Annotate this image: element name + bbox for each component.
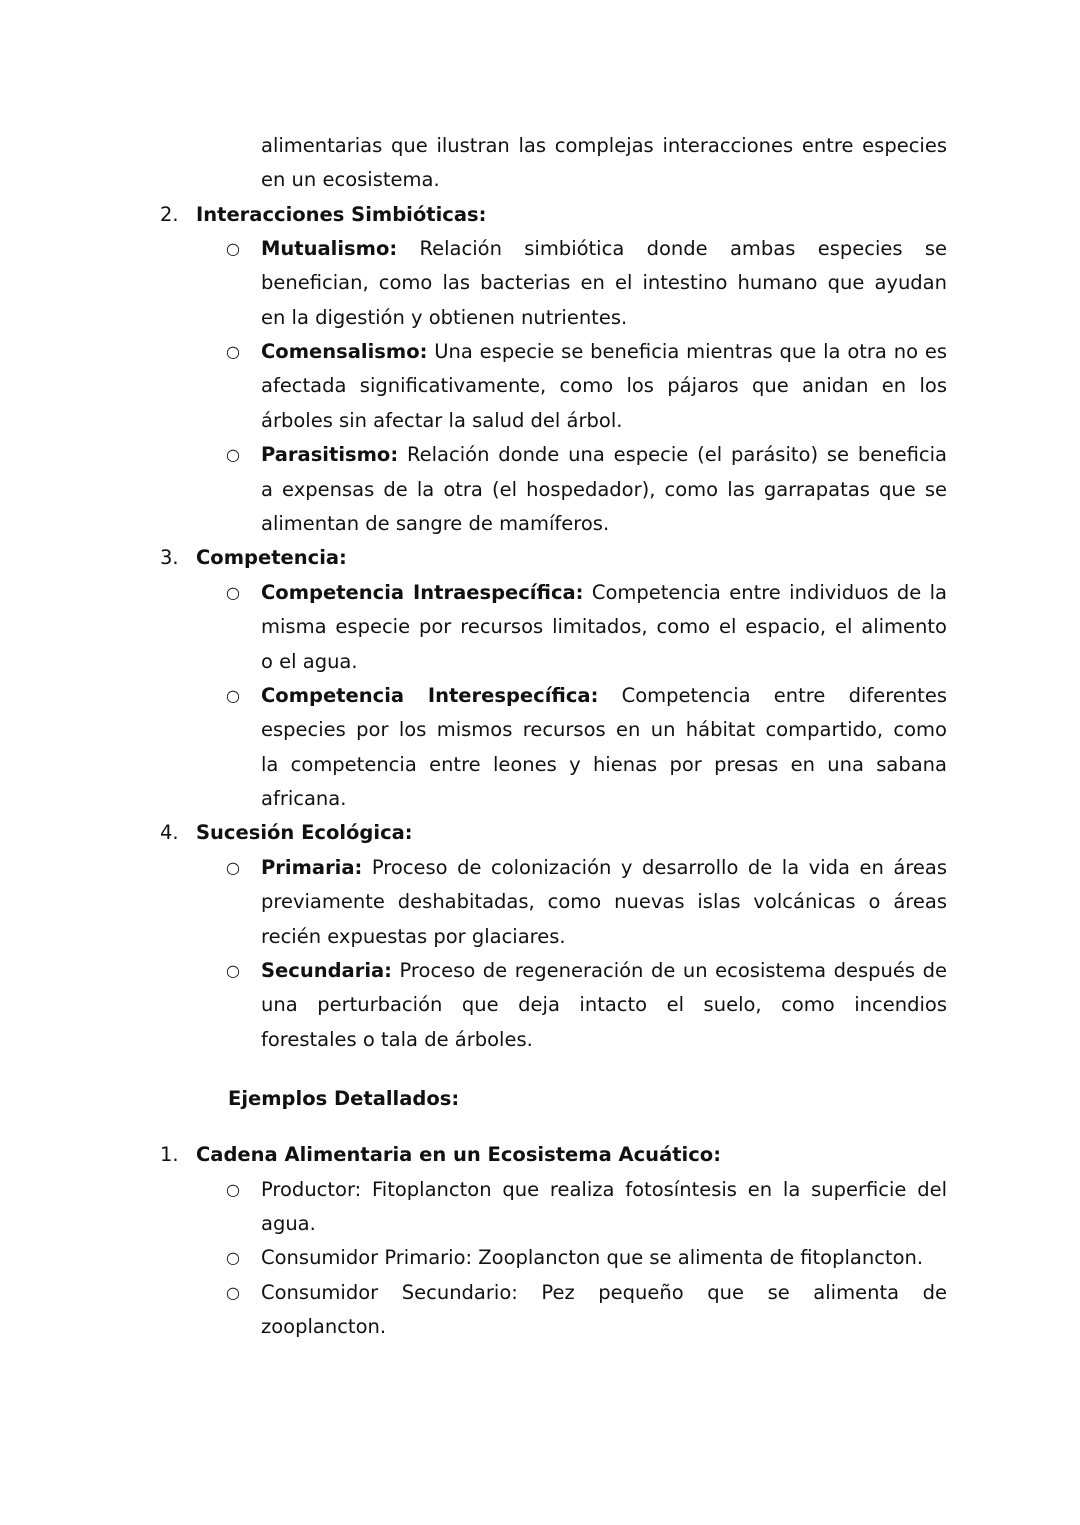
- list-item-line: forestales o tala de árboles.: [261, 1028, 533, 1051]
- section-title: Interacciones Simbióticas:: [196, 203, 487, 226]
- intro-line-2: en un ecosistema.: [261, 168, 440, 191]
- bullet-icon: ○: [226, 342, 240, 361]
- intro-line-1: alimentarias que ilustran las complejas interacciones entre especies: [261, 134, 947, 157]
- bullet-icon: ○: [226, 686, 240, 705]
- section-number: 3.: [160, 546, 179, 569]
- list-item-line: Consumidor Secundario: Pez pequeño que se alimenta de: [261, 1281, 947, 1304]
- list-item-line: Primaria: Proceso de colonización y desarrollo de la vida en áreas: [261, 856, 947, 879]
- bullet-icon: ○: [226, 858, 240, 877]
- list-item-line: Productor: Fitoplancton que realiza fotosíntesis en la superficie del: [261, 1178, 947, 1201]
- list-item-line: una perturbación que deja intacto el suelo, como incendios: [261, 993, 947, 1016]
- item-term: Competencia Interespecífica:: [261, 684, 599, 707]
- list-item-line: Competencia Interespecífica: Competencia entre diferentes: [261, 684, 947, 707]
- item-term: Comensalismo:: [261, 340, 428, 363]
- section-number: 4.: [160, 821, 179, 844]
- list-item-line: zooplancton.: [261, 1315, 387, 1338]
- list-item-line: a expensas de la otra (el hospedador), como las garrapatas que se: [261, 478, 947, 501]
- bullet-icon: ○: [226, 583, 240, 602]
- section-number: 2.: [160, 203, 179, 226]
- list-item-line: Secundaria: Proceso de regeneración de un ecosistema después de: [261, 959, 947, 982]
- bullet-icon: ○: [226, 445, 240, 464]
- bullet-icon: ○: [226, 239, 240, 258]
- list-item-line: Comensalismo: Una especie se beneficia mientras que la otra no es: [261, 340, 947, 363]
- list-item-line: agua.: [261, 1212, 316, 1235]
- item-term: Primaria:: [261, 856, 363, 879]
- section-number: 1.: [160, 1143, 179, 1166]
- list-item-line: Mutualismo: Relación simbiótica donde ambas especies se: [261, 237, 947, 260]
- list-item-line: alimentan de sangre de mamíferos.: [261, 512, 610, 535]
- item-term: Competencia Intraespecífica:: [261, 581, 584, 604]
- list-item-line: afectada significativamente, como los pájaros que anidan en los: [261, 374, 947, 397]
- list-item-line: Parasitismo: Relación donde una especie (el parásito) se beneficia: [261, 443, 947, 466]
- list-item-line: recién expuestas por glaciares.: [261, 925, 566, 948]
- bullet-icon: ○: [226, 1248, 240, 1267]
- section-title: Sucesión Ecológica:: [196, 821, 413, 844]
- section-title: Competencia:: [196, 546, 347, 569]
- item-term: Mutualismo:: [261, 237, 398, 260]
- list-item-line: benefician, como las bacterias en el intestino humano que ayudan: [261, 271, 947, 294]
- list-item-line: árboles sin afectar la salud del árbol.: [261, 409, 623, 432]
- list-item-line: Consumidor Primario: Zooplancton que se alimenta de fitoplancton.: [261, 1246, 924, 1269]
- list-item-line: Competencia Intraespecífica: Competencia entre individuos de la: [261, 581, 947, 604]
- list-item-line: especies por los mismos recursos en un hábitat compartido, como: [261, 718, 947, 741]
- section-title: Cadena Alimentaria en un Ecosistema Acuático:: [196, 1143, 721, 1166]
- list-item-line: africana.: [261, 787, 347, 810]
- list-item-line: o el agua.: [261, 650, 358, 673]
- bullet-icon: ○: [226, 1283, 240, 1302]
- list-item-line: en la digestión y obtienen nutrientes.: [261, 306, 628, 329]
- item-term: Secundaria:: [261, 959, 392, 982]
- list-item-line: previamente deshabitadas, como nuevas islas volcánicas o áreas: [261, 890, 947, 913]
- list-item-line: la competencia entre leones y hienas por presas en una sabana: [261, 753, 947, 776]
- item-term: Parasitismo:: [261, 443, 399, 466]
- examples-heading: Ejemplos Detallados:: [228, 1087, 460, 1110]
- bullet-icon: ○: [226, 961, 240, 980]
- list-item-line: misma especie por recursos limitados, como el espacio, el alimento: [261, 615, 947, 638]
- bullet-icon: ○: [226, 1180, 240, 1199]
